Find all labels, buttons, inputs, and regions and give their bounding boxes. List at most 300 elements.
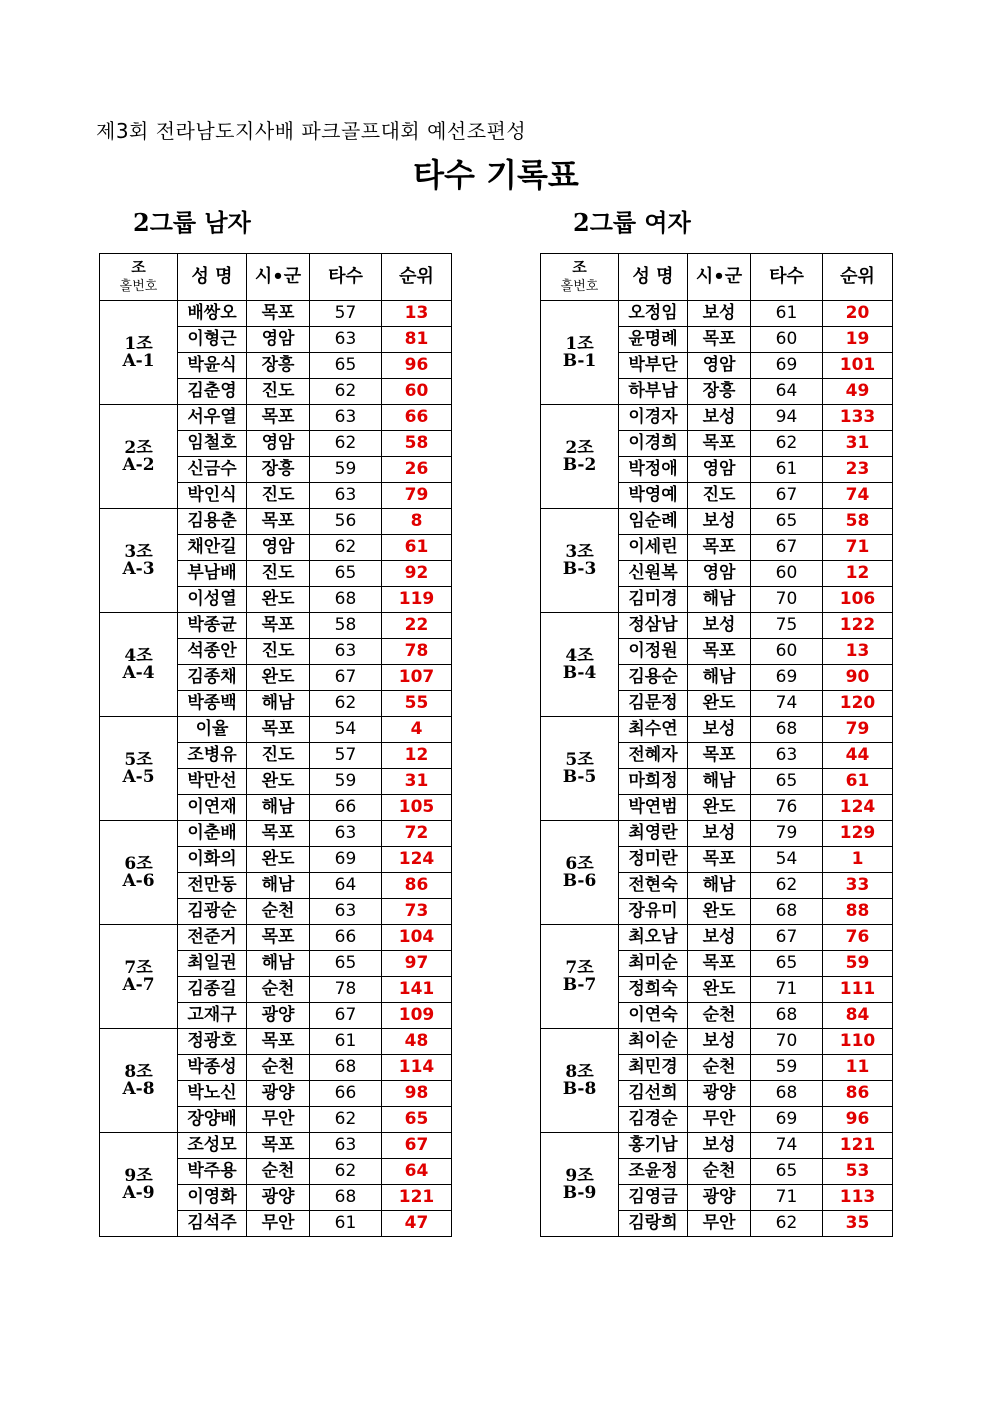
player-score: 62	[310, 691, 382, 717]
table-row	[541, 1133, 893, 1159]
player-name: 최이순	[619, 1029, 688, 1055]
player-rank: 105	[382, 795, 452, 821]
table-row	[100, 301, 452, 327]
player-name: 배쌍오	[178, 301, 247, 327]
player-city: 진도	[247, 639, 310, 665]
player-city: 순천	[688, 1055, 751, 1081]
player-city: 목포	[688, 639, 751, 665]
player-score: 60	[751, 327, 823, 353]
player-rank: 129	[823, 821, 893, 847]
player-name: 최민경	[619, 1055, 688, 1081]
group-number: 6조	[565, 853, 594, 874]
header-row	[100, 254, 452, 301]
player-score: 61	[310, 1029, 382, 1055]
player-city: 보성	[688, 1029, 751, 1055]
player-city: 보성	[688, 925, 751, 951]
player-name: 박주용	[178, 1159, 247, 1185]
player-city: 진도	[688, 483, 751, 509]
player-city: 완도	[247, 847, 310, 873]
player-city: 목포	[247, 717, 310, 743]
header-name: 성 명	[619, 254, 688, 301]
table-row	[100, 509, 452, 535]
player-city: 장흥	[247, 353, 310, 379]
player-city: 진도	[247, 743, 310, 769]
player-score: 69	[751, 1107, 823, 1133]
player-name: 박종균	[178, 613, 247, 639]
player-name: 김경순	[619, 1107, 688, 1133]
women-score-table	[540, 253, 893, 1237]
player-city: 순천	[247, 977, 310, 1003]
player-city: 목포	[688, 327, 751, 353]
player-score: 66	[310, 925, 382, 951]
player-city: 목포	[247, 925, 310, 951]
group-cell	[100, 301, 178, 405]
player-name: 김용순	[619, 665, 688, 691]
player-score: 67	[751, 925, 823, 951]
header-jo: 조	[572, 258, 587, 276]
player-rank: 79	[823, 717, 893, 743]
group-number: 2조	[565, 437, 594, 458]
player-city: 영암	[688, 353, 751, 379]
group-number: 8조	[565, 1061, 594, 1082]
player-rank: 58	[382, 431, 452, 457]
player-rank: 76	[823, 925, 893, 951]
player-score: 65	[310, 353, 382, 379]
player-city: 보성	[688, 821, 751, 847]
player-rank: 107	[382, 665, 452, 691]
player-city: 해남	[688, 587, 751, 613]
player-rank: 59	[823, 951, 893, 977]
player-score: 59	[751, 1055, 823, 1081]
group-number: 2조	[124, 437, 153, 458]
player-name: 전현숙	[619, 873, 688, 899]
player-city: 해남	[247, 951, 310, 977]
header-city: 시•군	[688, 254, 751, 301]
hole-number: A-7	[122, 974, 155, 995]
table-row	[100, 717, 452, 743]
player-name: 이경자	[619, 405, 688, 431]
header-score: 타수	[751, 254, 823, 301]
header-jo-hole	[541, 254, 619, 301]
player-name: 신금수	[178, 457, 247, 483]
player-rank: 19	[823, 327, 893, 353]
player-rank: 65	[382, 1107, 452, 1133]
group-number: 8조	[124, 1061, 153, 1082]
player-city: 영암	[247, 535, 310, 561]
player-rank: 49	[823, 379, 893, 405]
player-name: 전혜자	[619, 743, 688, 769]
player-rank: 78	[382, 639, 452, 665]
player-score: 60	[751, 561, 823, 587]
player-name: 정광호	[178, 1029, 247, 1055]
group-cell	[541, 1029, 619, 1133]
player-score: 63	[310, 821, 382, 847]
header-row	[541, 254, 893, 301]
player-score: 68	[310, 1055, 382, 1081]
player-name: 이화의	[178, 847, 247, 873]
player-rank: 72	[382, 821, 452, 847]
player-city: 순천	[247, 1055, 310, 1081]
hole-number: B-1	[562, 350, 597, 371]
player-name: 이성열	[178, 587, 247, 613]
player-city: 무안	[247, 1107, 310, 1133]
player-city: 보성	[688, 509, 751, 535]
player-rank: 133	[823, 405, 893, 431]
player-score: 65	[751, 509, 823, 535]
header-score: 타수	[310, 254, 382, 301]
player-city: 무안	[688, 1107, 751, 1133]
hole-number: A-8	[122, 1078, 155, 1099]
player-city: 광양	[247, 1081, 310, 1107]
group-number: 3조	[124, 541, 153, 562]
player-name: 채안길	[178, 535, 247, 561]
men-score-table	[99, 253, 452, 1237]
player-score: 60	[751, 639, 823, 665]
hole-number: B-2	[562, 454, 597, 475]
player-rank: 12	[823, 561, 893, 587]
group-cell	[100, 1133, 178, 1237]
player-city: 목포	[247, 509, 310, 535]
player-city: 완도	[247, 587, 310, 613]
player-city: 목포	[688, 431, 751, 457]
table-row	[541, 301, 893, 327]
player-city: 보성	[688, 405, 751, 431]
player-name: 김광순	[178, 899, 247, 925]
group-cell	[541, 613, 619, 717]
player-score: 58	[310, 613, 382, 639]
player-rank: 53	[823, 1159, 893, 1185]
player-score: 65	[751, 1159, 823, 1185]
group-number: 6조	[124, 853, 153, 874]
player-score: 68	[751, 1003, 823, 1029]
group-cell	[541, 925, 619, 1029]
group-cell	[100, 1029, 178, 1133]
player-rank: 79	[382, 483, 452, 509]
player-rank: 64	[382, 1159, 452, 1185]
table-row	[541, 821, 893, 847]
player-name: 전준거	[178, 925, 247, 951]
player-rank: 141	[382, 977, 452, 1003]
player-rank: 61	[823, 769, 893, 795]
player-name: 김용춘	[178, 509, 247, 535]
player-rank: 20	[823, 301, 893, 327]
player-score: 68	[751, 899, 823, 925]
hole-number: B-7	[562, 974, 597, 995]
player-rank: 60	[382, 379, 452, 405]
player-score: 62	[751, 431, 823, 457]
player-rank: 23	[823, 457, 893, 483]
player-name: 박정애	[619, 457, 688, 483]
player-name: 최미순	[619, 951, 688, 977]
player-name: 최오남	[619, 925, 688, 951]
player-city: 광양	[247, 1003, 310, 1029]
player-score: 56	[310, 509, 382, 535]
player-rank: 67	[382, 1133, 452, 1159]
header-hole: 홀번호	[560, 279, 599, 294]
player-city: 장흥	[247, 457, 310, 483]
player-city: 목포	[247, 1029, 310, 1055]
player-score: 57	[310, 301, 382, 327]
player-score: 62	[751, 1211, 823, 1237]
player-city: 목포	[247, 613, 310, 639]
player-score: 70	[751, 1029, 823, 1055]
player-name: 김종길	[178, 977, 247, 1003]
group-number: 3조	[565, 541, 594, 562]
group-cell	[541, 821, 619, 925]
group-cell	[100, 613, 178, 717]
player-score: 65	[310, 951, 382, 977]
hole-number: A-1	[122, 350, 155, 371]
player-score: 79	[751, 821, 823, 847]
player-name: 박영예	[619, 483, 688, 509]
player-score: 63	[751, 743, 823, 769]
player-city: 목포	[688, 847, 751, 873]
player-rank: 122	[823, 613, 893, 639]
group-cell	[100, 405, 178, 509]
group-number: 1조	[565, 333, 594, 354]
player-name: 석종안	[178, 639, 247, 665]
hole-number: B-3	[562, 558, 597, 579]
hole-number: A-4	[122, 662, 155, 683]
player-city: 영암	[247, 327, 310, 353]
player-city: 해남	[688, 769, 751, 795]
player-score: 65	[751, 769, 823, 795]
player-name: 이정원	[619, 639, 688, 665]
player-city: 완도	[688, 977, 751, 1003]
header-jo-hole	[100, 254, 178, 301]
player-rank: 8	[382, 509, 452, 535]
group-cell	[100, 821, 178, 925]
player-city: 영암	[688, 457, 751, 483]
hole-number: B-5	[562, 766, 597, 787]
player-rank: 121	[823, 1133, 893, 1159]
hole-number: B-8	[562, 1078, 597, 1099]
player-city: 해남	[688, 873, 751, 899]
player-city: 보성	[688, 1133, 751, 1159]
player-city: 광양	[688, 1081, 751, 1107]
player-city: 해남	[688, 665, 751, 691]
player-city: 목포	[247, 405, 310, 431]
player-score: 67	[751, 535, 823, 561]
player-city: 장흥	[688, 379, 751, 405]
player-score: 59	[310, 457, 382, 483]
player-name: 이율	[178, 717, 247, 743]
hole-number: A-9	[122, 1182, 155, 1203]
player-name: 이형근	[178, 327, 247, 353]
group-number: 7조	[565, 957, 594, 978]
header-jo: 조	[131, 258, 146, 276]
player-city: 진도	[247, 561, 310, 587]
player-name: 조병유	[178, 743, 247, 769]
player-rank: 110	[823, 1029, 893, 1055]
player-rank: 124	[823, 795, 893, 821]
hole-number: A-2	[122, 454, 155, 475]
player-rank: 113	[823, 1185, 893, 1211]
player-city: 보성	[688, 301, 751, 327]
player-name: 고재구	[178, 1003, 247, 1029]
player-name: 마희정	[619, 769, 688, 795]
player-city: 완도	[688, 795, 751, 821]
player-city: 순천	[688, 1003, 751, 1029]
player-score: 62	[310, 431, 382, 457]
player-score: 63	[310, 899, 382, 925]
group-number: 4조	[565, 645, 594, 666]
group-cell	[541, 405, 619, 509]
player-name: 임순례	[619, 509, 688, 535]
player-score: 64	[751, 379, 823, 405]
player-rank: 61	[382, 535, 452, 561]
player-name: 박만선	[178, 769, 247, 795]
player-rank: 104	[382, 925, 452, 951]
player-city: 목포	[247, 301, 310, 327]
page-title: 타수 기록표	[413, 156, 579, 194]
player-name: 정미란	[619, 847, 688, 873]
player-name: 이연재	[178, 795, 247, 821]
player-score: 65	[751, 951, 823, 977]
player-city: 무안	[247, 1211, 310, 1237]
group-number: 9조	[565, 1165, 594, 1186]
header-hole: 홀번호	[119, 279, 158, 294]
player-rank: 26	[382, 457, 452, 483]
group-number: 5조	[124, 749, 153, 770]
table-row	[541, 1029, 893, 1055]
player-city: 완도	[247, 769, 310, 795]
table-row	[100, 1029, 452, 1055]
player-name: 조성모	[178, 1133, 247, 1159]
player-rank: 120	[823, 691, 893, 717]
hole-number: A-6	[122, 870, 155, 891]
player-name: 장양배	[178, 1107, 247, 1133]
player-rank: 86	[382, 873, 452, 899]
player-name: 오정임	[619, 301, 688, 327]
table-row	[541, 613, 893, 639]
player-score: 68	[310, 587, 382, 613]
table-row	[541, 717, 893, 743]
player-name: 김미경	[619, 587, 688, 613]
player-score: 64	[310, 873, 382, 899]
table-row	[100, 821, 452, 847]
player-name: 김선희	[619, 1081, 688, 1107]
player-score: 71	[751, 977, 823, 1003]
player-score: 65	[310, 561, 382, 587]
group-number: 7조	[124, 957, 153, 978]
player-rank: 97	[382, 951, 452, 977]
hole-number: B-4	[562, 662, 597, 683]
player-rank: 98	[382, 1081, 452, 1107]
group-number: 5조	[565, 749, 594, 770]
player-name: 정희숙	[619, 977, 688, 1003]
player-rank: 88	[823, 899, 893, 925]
player-rank: 12	[382, 743, 452, 769]
player-name: 박종성	[178, 1055, 247, 1081]
player-name: 정삼남	[619, 613, 688, 639]
player-rank: 4	[382, 717, 452, 743]
player-city: 목포	[247, 821, 310, 847]
player-score: 76	[751, 795, 823, 821]
table-row	[100, 925, 452, 951]
header-city: 시•군	[247, 254, 310, 301]
player-score: 74	[751, 691, 823, 717]
player-name: 이경희	[619, 431, 688, 457]
player-score: 70	[751, 587, 823, 613]
player-score: 67	[751, 483, 823, 509]
men-group-title: 2그룹 남자	[133, 208, 251, 237]
player-rank: 119	[382, 587, 452, 613]
player-rank: 121	[382, 1185, 452, 1211]
player-rank: 111	[823, 977, 893, 1003]
player-city: 해남	[247, 873, 310, 899]
player-name: 임철호	[178, 431, 247, 457]
table-row	[541, 509, 893, 535]
player-rank: 109	[382, 1003, 452, 1029]
player-score: 54	[751, 847, 823, 873]
hole-number: B-6	[562, 870, 597, 891]
player-city: 광양	[247, 1185, 310, 1211]
player-name: 김문정	[619, 691, 688, 717]
player-rank: 31	[382, 769, 452, 795]
header-rank: 순위	[382, 254, 452, 301]
player-name: 홍기남	[619, 1133, 688, 1159]
player-rank: 13	[382, 301, 452, 327]
player-rank: 58	[823, 509, 893, 535]
player-city: 순천	[688, 1159, 751, 1185]
player-score: 54	[310, 717, 382, 743]
player-score: 67	[310, 1003, 382, 1029]
player-name: 김영금	[619, 1185, 688, 1211]
player-rank: 96	[823, 1107, 893, 1133]
player-rank: 44	[823, 743, 893, 769]
header-name: 성 명	[178, 254, 247, 301]
player-score: 61	[751, 301, 823, 327]
player-city: 완도	[688, 691, 751, 717]
player-score: 71	[751, 1185, 823, 1211]
player-rank: 101	[823, 353, 893, 379]
player-city: 해남	[247, 795, 310, 821]
player-score: 63	[310, 1133, 382, 1159]
player-score: 67	[310, 665, 382, 691]
player-name: 최수연	[619, 717, 688, 743]
player-score: 61	[751, 457, 823, 483]
player-score: 63	[310, 483, 382, 509]
player-rank: 1	[823, 847, 893, 873]
player-score: 75	[751, 613, 823, 639]
player-score: 63	[310, 639, 382, 665]
player-city: 목포	[247, 1133, 310, 1159]
player-name: 이영화	[178, 1185, 247, 1211]
player-name: 박부단	[619, 353, 688, 379]
player-score: 59	[310, 769, 382, 795]
group-cell	[541, 1133, 619, 1237]
group-cell	[541, 301, 619, 405]
player-name: 박연범	[619, 795, 688, 821]
player-name: 신원복	[619, 561, 688, 587]
player-rank: 90	[823, 665, 893, 691]
player-rank: 66	[382, 405, 452, 431]
player-rank: 22	[382, 613, 452, 639]
table-row	[100, 405, 452, 431]
player-score: 63	[310, 405, 382, 431]
player-score: 57	[310, 743, 382, 769]
player-rank: 11	[823, 1055, 893, 1081]
player-score: 69	[310, 847, 382, 873]
player-score: 78	[310, 977, 382, 1003]
player-rank: 106	[823, 587, 893, 613]
table-row	[100, 613, 452, 639]
player-city: 해남	[247, 691, 310, 717]
hole-number: A-5	[122, 766, 155, 787]
player-rank: 96	[382, 353, 452, 379]
table-row	[541, 925, 893, 951]
